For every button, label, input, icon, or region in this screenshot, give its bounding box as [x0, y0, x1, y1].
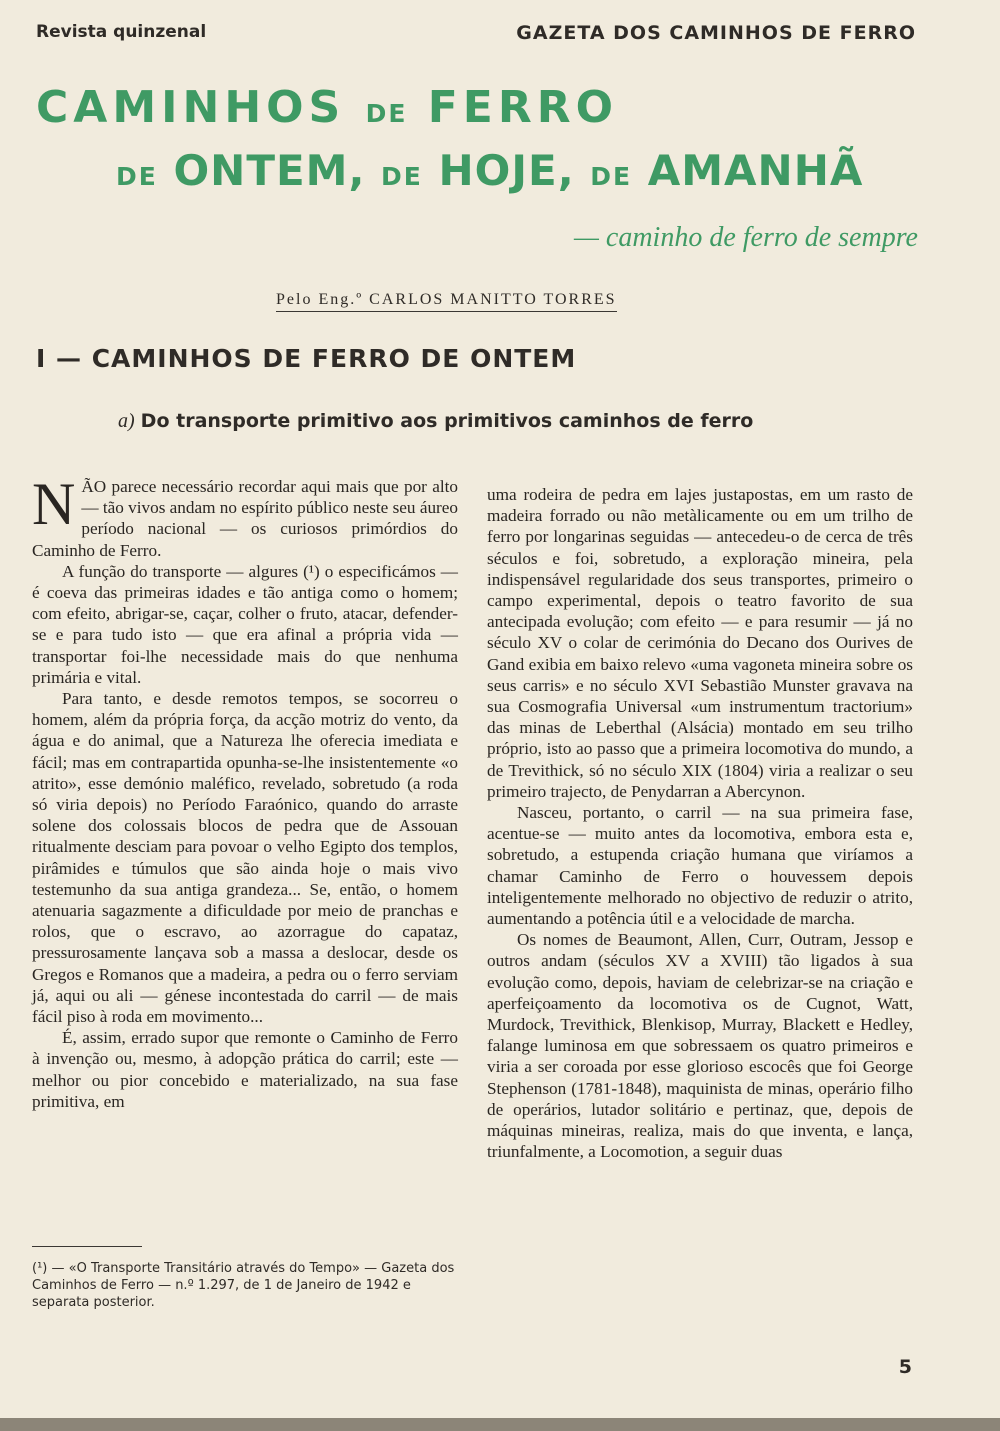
title-word: FERRO — [427, 82, 619, 133]
footnote-rule — [32, 1246, 142, 1247]
header-left: Revista quinzenal — [36, 22, 207, 42]
page-number: 5 — [898, 1356, 912, 1378]
title-word: ONTEM, — [173, 146, 366, 195]
title-word: DE — [381, 162, 423, 191]
subsection-label: a) — [118, 410, 135, 432]
drop-cap: N — [32, 471, 76, 537]
title-word: HOJE, — [438, 146, 575, 195]
paragraph: É, assim, errado supor que remonte o Caminho de Ferro à invenção ou, mesmo, à adopção prática do carril; este — melhor ou pior concebido e materializado, na sua fase primitiva, em — [32, 1028, 458, 1111]
title-word: AMANHÃ — [647, 146, 864, 195]
scan-bottom-edge — [0, 1418, 1000, 1431]
paragraph: Para tanto, e desde remotos tempos, se socorreu o homem, além da própria força, da acção motriz do vento, da água e do animal, que a Natureza lhe oferecia imediata e fácil; mas em contrapartida opunha-se-lhe insistentemente «o atrito», esse demónio maléfico, revelado, sobretudo (a roda só viria depois) no Período Faraónico, quando do arraste solene dos colossais blocos de pedra que de Assouan ritualmente desciam para povoar o velho Egipto dos templos, pirâmides e túmulos que são ainda hoje o mais vivo testemunho da sua antiga grandeza... Se, então, o homem atenuaria sagazmente a dificuldade por meio de pranchas e rolos, que o escravo, ao azorrague do capataz, pressurosamente lançava sob a massa a deslocar, desde os Gregos e Romanos que a madeira, a pedra ou o ferro serviam já, aqui ou ali — génese incontestada do carril — de mais fácil piso à roda em movimento... — [32, 689, 458, 1027]
subtitle: — caminho de ferro de sempre — [574, 222, 918, 253]
subsection-text: Do transporte primitivo aos primitivos caminhos de ferro — [140, 410, 754, 432]
paragraph — [32, 471, 458, 561]
title-word: DE — [116, 162, 158, 191]
subsection-heading — [118, 410, 753, 433]
title-word: CAMINHOS — [36, 82, 346, 133]
byline: Pelo Eng.º CARLOS MANITTO TORRES — [276, 291, 617, 312]
title-line-1 — [36, 82, 618, 133]
right-column — [487, 484, 913, 1163]
paragraph: A função do transporte — algures (¹) o especificámos — é coeva das primeiras idades e tão antiga como o homem; com efeito, abrigar-se, caçar, colher o fruto, atacar, defender-se e para tudo isto — que era afinal a própria vida — transportar foi-lhe necessidade mais do que nenhuma primária e vital. — [32, 561, 458, 687]
section-heading: I — CAMINHOS DE FERRO DE ONTEM — [36, 344, 577, 373]
title-word: DE — [365, 99, 408, 128]
paragraph: Nasceu, portanto, o carril — na sua primeira fase, acentue-se — muito antes da locomotiva, embora esta e, sobretudo, a estupenda criação humana que viríamos a chamar Caminho de Ferro o houvessem depois inteligentemente melhorado no objectivo de reduzir o atrito, aumentando a potência útil e a velocidade de marcha. — [487, 803, 913, 929]
title-line-2 — [116, 146, 863, 195]
paragraph-text: ÃO parece necessário recordar aqui mais que por alto — tão vivos andam no espírito público neste seu áureo período nacional — os curiosos primórdios do Caminho de Ferro. — [32, 477, 458, 560]
header-right: GAZETA DOS CAMINHOS DE FERRO — [516, 22, 916, 44]
left-column — [32, 471, 458, 1112]
paragraph: uma rodeira de pedra em lajes justapostas, em um rasto de madeira forrado ou não metàlicamente ou em um trilho de ferro por longarinas seguidas — antecedeu-o de cerca de três séculos e foi, sobretudo, a exploração mineira, pela indispensável regularidade dos seus transportes, primeiro o campo experimental, depois o teatro favorito de sua antecipada evolução; com efeito — e para resumir — já no século XV o colar de cerimónia do Decano dos Ourives de Gand exibia em baixo relevo «uma vagoneta mineira sobre os seus carris» e no século XVI Sebastião Munster gravava na sua Cosmografia Universal «um instrumentum tractorium» das minas de Leberthal (Alsácia) montado em seu trilho próprio, isto ao passo que a primeira locomotiva do mundo, a de Trevithick, só no século XIX (1804) viria a realizar o seu primeiro trajecto, de Penydarran a Abercynon. — [487, 485, 913, 801]
paragraph: Os nomes de Beaumont, Allen, Curr, Outram, Jessop e outros andam (séculos XV a XVIII) tão ligados à sua evolução como, depois, haviam de celebrizar-se na criação e aperfeiçoamento da locomotiva os de Cugnot, Watt, Murdock, Trevithick, Blenkisop, Murray, Blackett e Hedley, falange luminosa em que sobressaem os quatro primeiros e viria a ser coroada por esse glorioso escocês que foi George Stephenson (1781-1848), maquinista de minas, operário filho de operários, lutador solitário e pertinaz, que, depois de máquinas mineiras, realiza, mais do que inventa, e lança, triunfalmente, a Locomotion, a seguir duas — [487, 930, 913, 1162]
title-word: DE — [590, 162, 633, 191]
footnote: (¹) — «O Transporte Transitário através do Tempo» — Gazeta dos Caminhos de Ferro — n.º 1.297, de 1 de Janeiro de 1942 e separata posterior. — [32, 1261, 455, 1310]
